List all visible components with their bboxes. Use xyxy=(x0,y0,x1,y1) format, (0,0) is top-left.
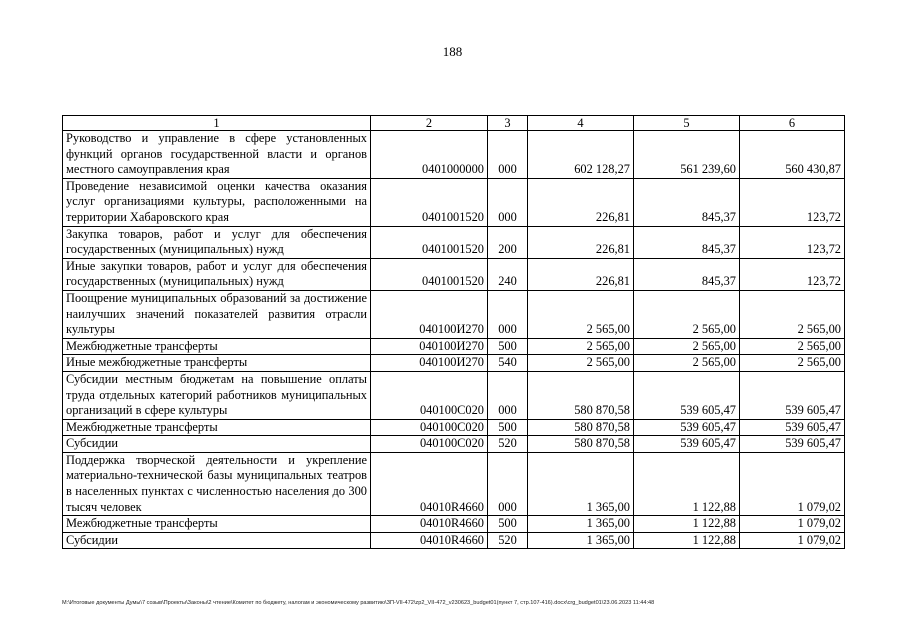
row-expense-type: 540 xyxy=(488,355,528,372)
row-expense-type: 500 xyxy=(488,516,528,533)
column-header: 3 xyxy=(488,116,528,131)
row-expense-type: 000 xyxy=(488,131,528,179)
row-value-col5: 1 122,88 xyxy=(634,532,740,549)
row-value-col6: 123,72 xyxy=(740,226,845,258)
row-value-col6: 2 565,00 xyxy=(740,355,845,372)
row-value-col4: 226,81 xyxy=(528,258,634,290)
row-expense-type: 500 xyxy=(488,419,528,436)
row-code: 040100С020 xyxy=(371,371,488,419)
row-value-col4: 2 565,00 xyxy=(528,290,634,338)
row-expense-type: 500 xyxy=(488,338,528,355)
row-value-col5: 2 565,00 xyxy=(634,338,740,355)
table-row xyxy=(63,290,845,338)
row-code: 040100И270 xyxy=(371,290,488,338)
table-row xyxy=(63,258,845,290)
row-code: 04010R4660 xyxy=(371,452,488,515)
row-expense-type: 000 xyxy=(488,452,528,515)
row-name: Проведение независимой оценки качества оказания услуг организациями культуры, расположенными на территории Хабаровского края xyxy=(63,178,371,226)
table-row xyxy=(63,516,845,533)
row-value-col4: 1 365,00 xyxy=(528,452,634,515)
row-name: Иные межбюджетные трансферты xyxy=(63,355,371,372)
row-value-col6: 1 079,02 xyxy=(740,532,845,549)
row-code: 0401000000 xyxy=(371,131,488,179)
row-value-col4: 1 365,00 xyxy=(528,532,634,549)
table-row xyxy=(63,355,845,372)
table-row xyxy=(63,452,845,515)
page-number: 188 xyxy=(442,44,463,59)
row-name: Поддержка творческой деятельности и укрепление материально-технической базы муниципальных театров в населенных пунктах с численностью населения до 300 тысяч человек xyxy=(63,452,371,515)
column-header: 4 xyxy=(528,116,634,131)
row-name: Субсидии xyxy=(63,532,371,549)
row-code: 040100С020 xyxy=(371,419,488,436)
row-value-col6: 2 565,00 xyxy=(740,290,845,338)
row-value-col5: 2 565,00 xyxy=(634,290,740,338)
row-value-col4: 2 565,00 xyxy=(528,338,634,355)
row-value-col5: 1 122,88 xyxy=(634,452,740,515)
row-name: Иные закупки товаров, работ и услуг для обеспечения государственных (муниципальных) нужд xyxy=(63,258,371,290)
row-value-col6: 1 079,02 xyxy=(740,516,845,533)
table-header-row xyxy=(63,116,845,131)
row-value-col5: 539 605,47 xyxy=(634,436,740,453)
row-value-col5: 845,37 xyxy=(634,258,740,290)
row-code: 040100И270 xyxy=(371,338,488,355)
row-value-col6: 123,72 xyxy=(740,258,845,290)
row-code: 040100И270 xyxy=(371,355,488,372)
row-value-col5: 2 565,00 xyxy=(634,355,740,372)
row-value-col6: 2 565,00 xyxy=(740,338,845,355)
table-row xyxy=(63,131,845,179)
row-code: 0401001520 xyxy=(371,178,488,226)
row-value-col6: 1 079,02 xyxy=(740,452,845,515)
table-row xyxy=(63,532,845,549)
budget-table xyxy=(62,115,845,549)
row-code: 04010R4660 xyxy=(371,516,488,533)
table-row xyxy=(63,419,845,436)
row-value-col4: 2 565,00 xyxy=(528,355,634,372)
table-row xyxy=(63,178,845,226)
row-name: Закупка товаров, работ и услуг для обеспечения государственных (муниципальных) нужд xyxy=(63,226,371,258)
row-value-col4: 580 870,58 xyxy=(528,436,634,453)
row-value-col6: 539 605,47 xyxy=(740,371,845,419)
table-row xyxy=(63,436,845,453)
row-value-col5: 539 605,47 xyxy=(634,419,740,436)
column-header: 1 xyxy=(63,116,371,131)
row-expense-type: 000 xyxy=(488,290,528,338)
table-row xyxy=(63,338,845,355)
column-header: 2 xyxy=(371,116,488,131)
footer-file-path: M:\Итоговые документы Думы\7 созыв\Проекты\Законы\2 чтение\Комитет по бюджету, налогам и экономическому развитию\ЗП-VII-472\zp2_VII-472_v230623_budget01(пункт 7, стр.107-416).docx\crg_budget01\23.06.2023 11:44:48 xyxy=(62,600,655,606)
row-value-col5: 845,37 xyxy=(634,178,740,226)
row-code: 04010R4660 xyxy=(371,532,488,549)
row-value-col6: 560 430,87 xyxy=(740,131,845,179)
row-value-col4: 580 870,58 xyxy=(528,419,634,436)
table-row xyxy=(63,226,845,258)
row-name: Субсидии xyxy=(63,436,371,453)
row-name: Поощрение муниципальных образований за достижение наилучших значений показателей развития отрасли культуры xyxy=(63,290,371,338)
row-expense-type: 520 xyxy=(488,436,528,453)
row-value-col4: 602 128,27 xyxy=(528,131,634,179)
row-expense-type: 240 xyxy=(488,258,528,290)
row-code: 040100С020 xyxy=(371,436,488,453)
row-expense-type: 000 xyxy=(488,371,528,419)
row-code: 0401001520 xyxy=(371,226,488,258)
row-value-col5: 1 122,88 xyxy=(634,516,740,533)
row-value-col5: 561 239,60 xyxy=(634,131,740,179)
row-expense-type: 000 xyxy=(488,178,528,226)
row-name: Межбюджетные трансферты xyxy=(63,338,371,355)
table-row xyxy=(63,371,845,419)
row-value-col6: 123,72 xyxy=(740,178,845,226)
row-expense-type: 200 xyxy=(488,226,528,258)
row-value-col6: 539 605,47 xyxy=(740,419,845,436)
row-name: Межбюджетные трансферты xyxy=(63,419,371,436)
row-name: Руководство и управление в сфере установленных функций органов государственной власти и органов местного самоуправления края xyxy=(63,131,371,179)
row-value-col4: 226,81 xyxy=(528,178,634,226)
column-header: 5 xyxy=(634,116,740,131)
row-value-col5: 845,37 xyxy=(634,226,740,258)
row-code: 0401001520 xyxy=(371,258,488,290)
row-value-col4: 226,81 xyxy=(528,226,634,258)
column-header: 6 xyxy=(740,116,845,131)
row-value-col4: 580 870,58 xyxy=(528,371,634,419)
row-expense-type: 520 xyxy=(488,532,528,549)
row-name: Субсидии местным бюджетам на повышение оплаты труда отдельных категорий работников муниципальных организаций в сфере культуры xyxy=(63,371,371,419)
row-value-col5: 539 605,47 xyxy=(634,371,740,419)
row-value-col6: 539 605,47 xyxy=(740,436,845,453)
row-name: Межбюджетные трансферты xyxy=(63,516,371,533)
row-value-col4: 1 365,00 xyxy=(528,516,634,533)
